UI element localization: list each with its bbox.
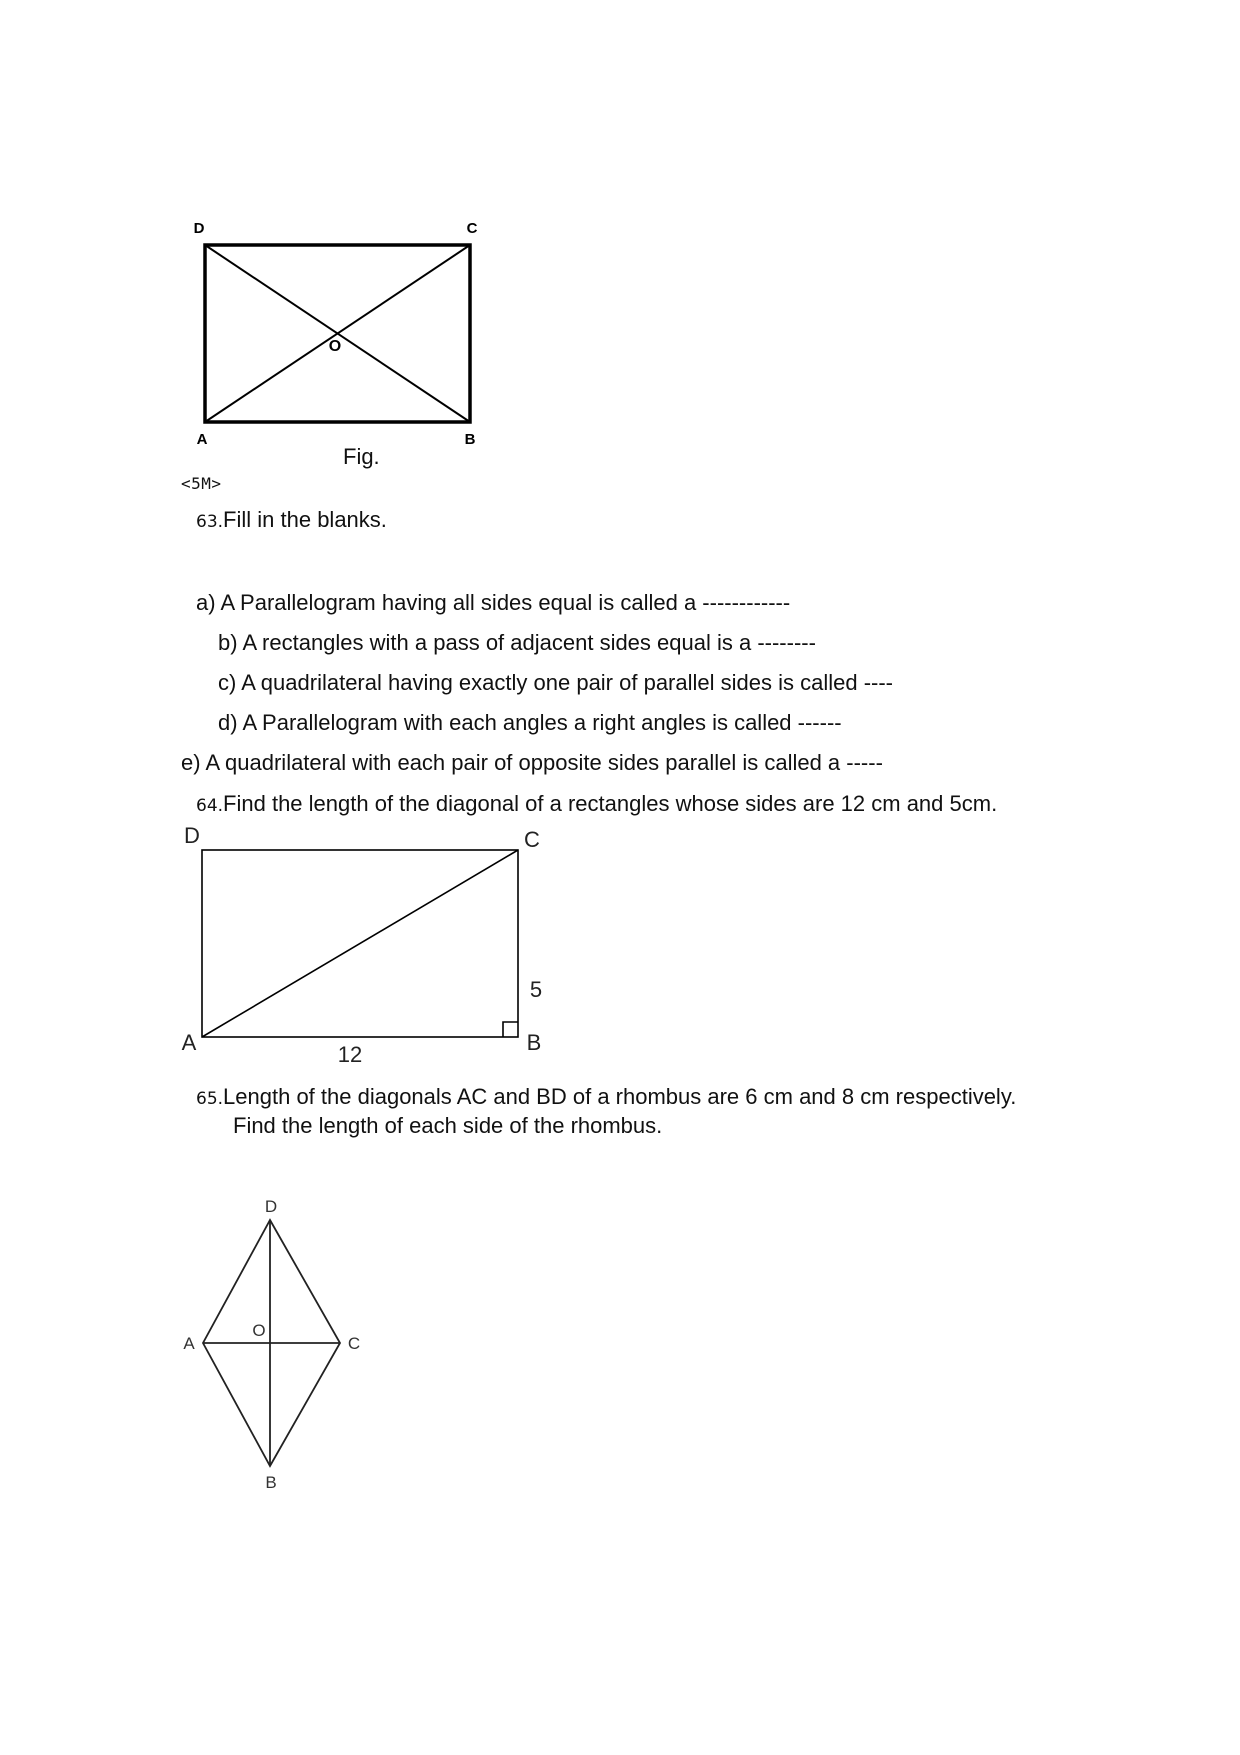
- question-65-line-1: [196, 1084, 1016, 1110]
- blank-item-e: e) A quadrilateral with each pair of opposite sides parallel is called a -----: [181, 750, 883, 775]
- vertex-label-c: C: [347, 1334, 361, 1353]
- vertex-label-b: B: [526, 1030, 542, 1055]
- marks-label: <5M>: [181, 474, 222, 493]
- center-label-o: O: [252, 1321, 266, 1340]
- question-63-heading: [196, 507, 387, 533]
- vertex-label-b: B: [464, 431, 476, 448]
- question-text: Find the length of the diagonal of a rectangles whose sides are 12 cm and 5cm.: [223, 791, 998, 816]
- blank-item-b: b) A rectangles with a pass of adjacent sides equal is a --------: [218, 630, 816, 655]
- question-number: 64.: [196, 796, 224, 816]
- vertex-label-a: A: [196, 431, 208, 448]
- figure-rhombus: [175, 1190, 375, 1500]
- blank-item-c: c) A quadrilateral having exactly one pair of parallel sides is called ----: [218, 670, 893, 695]
- blank-item-a: a) A Parallelogram having all sides equal is called a ------------: [196, 590, 791, 615]
- blank-item-d: d) A Parallelogram with each angles a right angles is called ------: [218, 710, 842, 735]
- vertex-label-d: D: [264, 1197, 278, 1216]
- vertex-label-b: B: [265, 1473, 277, 1492]
- question-number: 65.: [196, 1089, 224, 1109]
- vertex-label-a: A: [181, 1030, 197, 1055]
- figure-rectangle-diagonals: [190, 215, 490, 455]
- question-65-line-2: Find the length of each side of the rhombus.: [233, 1113, 663, 1138]
- side-length-bc: 5: [529, 977, 543, 1002]
- side-length-ab: 12: [337, 1042, 363, 1067]
- figure-rectangle-diagonal-ac: [170, 825, 560, 1070]
- question-64: [196, 791, 997, 817]
- vertex-label-a: A: [183, 1334, 195, 1353]
- vertex-label-d: D: [184, 825, 200, 848]
- vertex-label-d: D: [193, 220, 205, 237]
- vertex-label-c: C: [466, 220, 478, 237]
- figure-caption: Fig.: [343, 444, 380, 469]
- vertex-label-c: C: [524, 827, 540, 852]
- question-title: Fill in the blanks.: [223, 507, 387, 532]
- diagonal-ac: [202, 850, 518, 1037]
- right-angle-mark: [503, 1022, 518, 1037]
- center-label-o: O: [328, 338, 342, 355]
- question-text: Length of the diagonals AC and BD of a rhombus are 6 cm and 8 cm respectively.: [223, 1084, 1017, 1109]
- question-number: 63.: [196, 512, 224, 532]
